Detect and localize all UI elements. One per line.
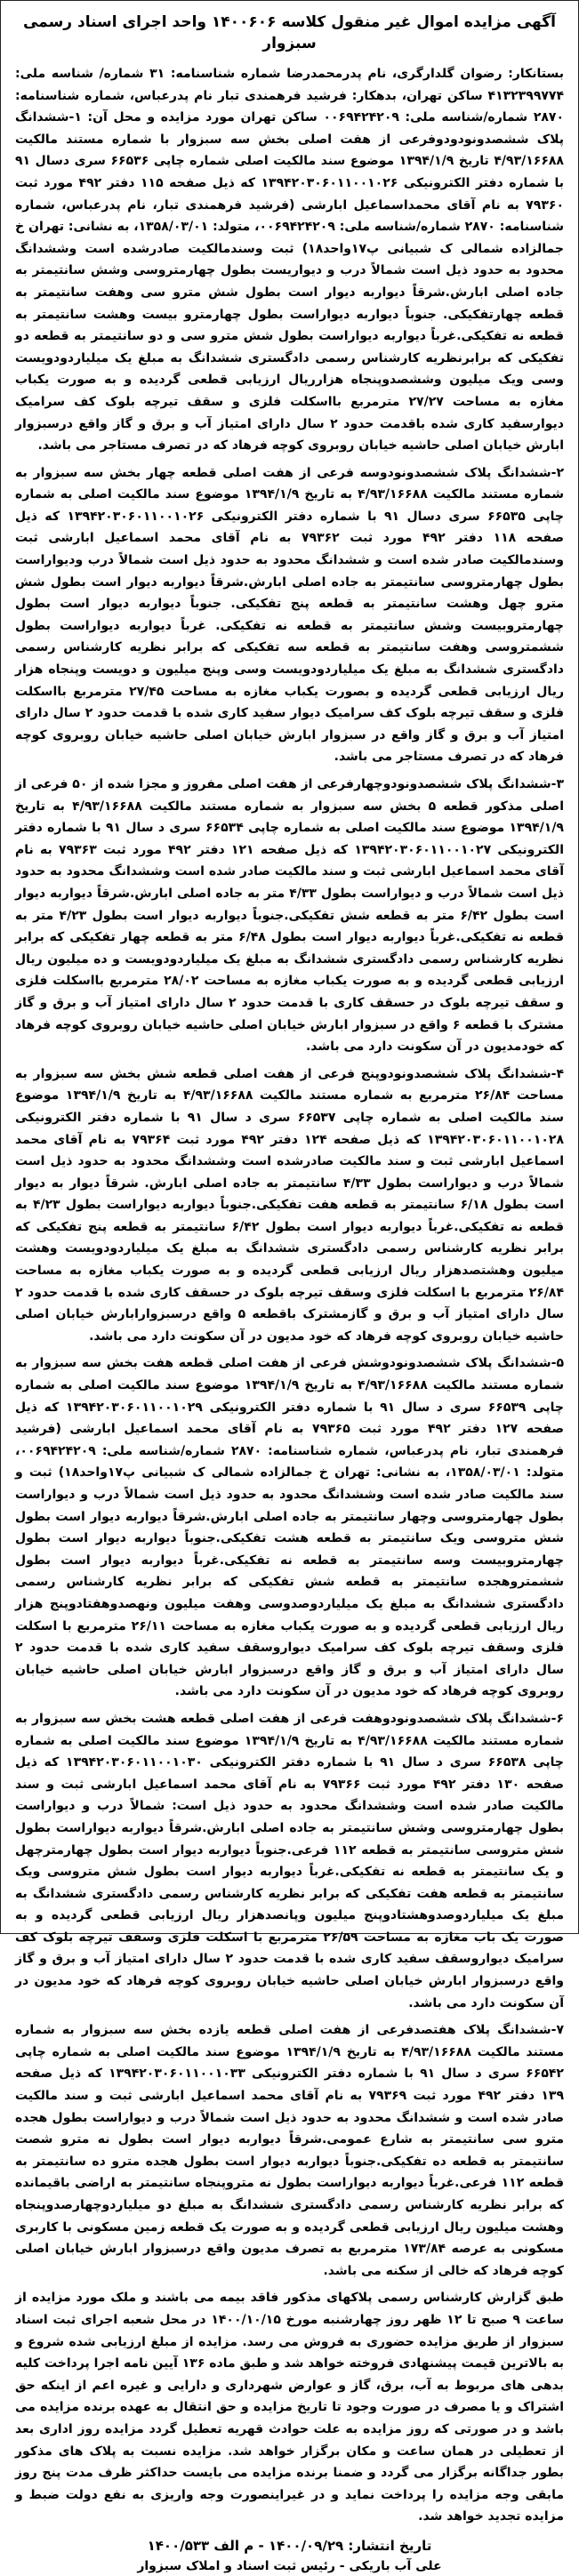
notice-paragraph: ۷-ششدانگ پلاک هفتصدفرعی از هفت اصلی قطعه یازده بخش سه سبزوار به شماره مستند مالکیت ۴/۹۳/۱۶۶۸۸ به تاریخ ۱۳۹۴/۱/۹ موضوع سند مالکیت اصلی به شماره چاپی ۶۶۵۴۲ سری د سال ۹۱ با شماره دفتر الکترونیکی ۱۳۹۴۲۰۳۰۶۰۱۱۰۰۱۰۳۳ که ذیل صفحه ۱۳۹ دفتر ۴۹۲ مورد ثبت ۷۹۳۶۹ به نام آقای محمد اسماعیل ابارشی ثبت و سند مالکیت صادر شده است و ششدانگ محدود به حدود ذیل است شمالاً درب و دیواراست بطول هجده مترو سی سانتیمتر به شارع عمومی.شرقاً دیواربه دیوار است بطول نه مترو شصت سانتیمتر به قطعه ده تفکیکی.جنوباً دیواربه دیوار است بطول هجده مترو ده سانتیمتر به قطعه ۱۱۲ فرعی.غرباً دیواربه دیواراست بطول نه متروپنجاه سانتیمتر به اراضی باقیمانده که برابر نظریه کارشناس رسمی دادگستری ششدانگ به مبلغ دو میلیاردوچهارصدوپنجاه وهشت میلیون ریال ارزیابی قطعی گردیده و به صورت یک قطعه زمین مسکونی با کاربری مسکونی به عرصه ۱۷۳/۸۴ مترمربع به تصرف مدیون واقع درسبزوار ابارش خیابان اصلی کوچه فرهاد که خالی از سکنه می باشد. [15, 2023, 565, 2278]
notice-paragraph: ۳-ششدانگ پلاک ششصدونودوچهارفرعی از هفت اصلی مفروز و مجزا شده از ۵۰ فرعی از اصلی مذکور قطعه ۵ بخش سه سبزوار به شماره مستند مالکیت ۴/۹۳/۱۶۶۸۸ به تاریخ ۱۳۹۴/۱/۹ موضوع سند مالکیت اصلی به شماره چاپی ۶۶۵۳۴ سری د سال ۹۱ با شماره دفتر الکترونیکی ۱۳۹۴۲۰۳۰۶۰۱۱۰۰۱۰۲۷ که ذیل صفحه ۱۲۱ دفتر ۴۹۲ مورد ثبت ۷۹۳۶۳ به نام آقای محمد اسماعیل ابارشی ثبت و سند مالکیت صادر شده است وششدانگ محدود به حدود ذیل است شمالاً درب و دیواراست بطول ۴/۳۳ متر به جاده اصلی ابارش.شرقاً دیواربه دیوار است بطول ۶/۴۲ متر به قطعه شش تفکیکی.جنوباً دیواربه دیوار است بطول ۴/۲۳ متر به قطعه نه تفکیکی.غرباً دیواربه دیوار است بطول ۶/۴۸ متر به قطعه چهار تفکیکی که برابر نظریه کارشناس رسمی دادگستری ششدانگ به مبلغ یک میلیاردودویست و ده میلیون ریال ارزیابی قطعی گردیده و به صورت یکباب مغازه به مساحت ۲۸/۰۲ مترمربع بااسکلت فلزی و سقف تیرچه بلوک در حسقف کاری با قدمت حدود ۲ سال دارای امتیاز آب و برق و گاز مشترک با قطعه ۶ واقع در سبزوار ابارش خیابان اصلی حاشیه خیابان روبروی کوچه فرهاد که خودمدیون در آن سکونت دارد می باشد. [15, 777, 565, 1055]
notice-body [15, 63, 564, 2528]
signature-line: علی آب باریکی - رئیس ثبت اسناد و املاک سبزوار [137, 2558, 442, 2573]
notice-paragraph: ۵-ششدانگ پلاک ششصدونودوشش فرعی از هفت اصلی قطعه هفت بخش سه سبزوار به شماره مستند مالکیت ۴/۹۳/۱۶۶۸۸ به تاریخ ۱۳۹۴/۱/۹ موضوع سند مالکیت اصلی به شماره چاپی ۶۶۵۳۹ سری د سال ۹۱ با شماره دفتر الکترونیکی ۱۳۹۴۲۰۳۰۶۰۱۱۰۰۱۰۲۹ که ذیل صفحه ۱۲۷ دفتر ۴۹۲ مورد ثبت ۷۹۳۶۵ به نام آقای محمد اسماعیل ابارشی (فرشید فرهمندی تبار، نام پدرعباس، شماره شناسنامه: ۲۸۷۰ شماره/شناسه ملی: ۰۰۶۹۴۲۴۲۰۹، متولد: ۱۳۵۸/۰۳/۰۱، به نشانی: تهران خ جمالزاده شمالی ک شبیانی پ۱۷واحد۱۸) ثبت و سند مالکیت صادر شده است وششدانگ محدود به حدود ذیل است شمالاً درب و دیواراست بطول چهارمتروسی وچهار سانتیمتر به جاده اصلی ابارش.شرقاً دیواربه دیوار است بطول شش متروسی ویک سانتیمتر به قطعه هشت تفکیکی.جنوباً دیواربه دیوار است بطول چهارمتروبیست وسه سانتیمتر به قطعه نه تفکیکی.غرباً دیواربه دیوار است بطول ششمتروهجده سانتیمتر به قطعه شش تفکیکی که برابر نظریه کارشناس رسمی دادگستری ششدانگ به مبلغ یک میلیاردوصدوسی وهفت میلیون ونهصدوهفتادوپنج هزار ریال ارزیابی قطعی گردیده و به صورت یکباب مغازه به مساحت ۲۶/۱۱ مترمربع با اسکلت فلزی وسقف تیرچه بلوک کف سرامیک دیواروسقف سفید کاری شده با قدمت حدود ۲ سال دارای امتیاز آب و برق و گاز واقع درسبزوار ابارش خیابان اصلی حاشیه خیابان روبروی کوچه فرهاد که خود مدیون در آن سکونت دارد می باشد. [15, 1356, 565, 1699]
notice-paragraph: بستانکار: رضوان گلدارگری، نام پدرمحمدرضا شماره شناسنامه: ۳۱ شماره/ شناسه ملی: ۴۱۳۲۳۹۹۷۷۴ ساکن تهران، بدهکار: فرشید فرهمندی تبار نام پدرعباس، شماره شناسنامه: ۲۸۷۰ شماره/شناسه ملی: ۰۰۶۹۴۲۴۲۰۹ ساکن تهران مورد مزایده و محل آن: ۱-ششدانگ پلاک ششصدونودودوفرعی از هفت اصلی بخش سه سبزوار با شماره مستند مالکیت ۴/۹۳/۱۶۶۸۸ تاریخ ۱۳۹۴/۱/۹ موضوع سند مالکیت اصلی شماره چاپی ۶۶۵۳۶ سری دسال ۹۱ با شماره دفتر الکترونیکی ۱۳۹۴۲۰۳۰۶۰۱۱۰۰۱۰۲۶ که ذیل صفحه ۱۱۵ دفتر ۴۹۲ مورد ثبت ۷۹۳۶۰ به نام آقای محمداسماعیل ابارشی (فرشید فرهمندی تبار، نام پدرعباس، شماره شناسنامه: ۲۸۷۰ شماره/شناسه ملی: ۰۰۶۹۴۲۴۲۰۹، متولد: ۱۳۵۸/۰۳/۰۱، به نشانی: تهران خ جمالزاده شمالی ک شبیانی پ۱۷واحد۱۸) ثبت وسندمالکیت صادرشده است وششدانگ محدود به حدود ذیل است شمالاً درب و دیواریست بطول چهارمتروسی وشش سانتیمتر به جاده اصلی ابارش.شرقاً دیواربه دیوار است بطول شش مترو سی وهفت سانتیمتر به قطعه چهارتفکیکی. جنوباً دیواربه دیواراست بطول چهارمترو بیست وهشت سانتیمتر به قطعه نه تفکیکی.غرباً دیواربه دیواراست بطول شش مترو سی و دو سانتیمتر به قطعه دو تفکیکی که برابرنظریه کارشناس رسمی دادگستری ششدانگ به مبلغ یک میلیاردودویست وسی ویک میلیون وششصدوپنجاه هزارریال ارزیابی قطعی گردیده و به صورت یکباب مغازه به مساحت ۲۷/۲۷ مترمربع بااسکلت فلزی و سقف تیرچه بلوک کف سرامیک دیوارسفید کاری شده باقدمت حدود ۲ سال دارای امتیاز آب و برق و گاز واقع درسبزوار ابارش خیابان اصلی حاشیه خیابان روبروی کوچه فرهاد که در تصرف مستاجر می باشد. [15, 67, 565, 453]
notice-paragraph: طبق گزارش کارشناس رسمی پلاکهای مذکور فاقد بیمه می باشند و ملک مورد مزایده از ساعت ۹ صبح تا ۱۲ ظهر روز چهارشنبه مورخ ۱۴۰۰/۱۰/۱۵ در محل شعبه اجرای ثبت اسناد سبزوار از طریق مزایده حضوری به فروش می رسد. مزایده از مبلغ ارزیابی شده شروع و به بالاترین قیمت پیشنهادی فروخته خواهد شد و طبق ماده ۱۳۶ آیین نامه اجرا پرداخت کلیه بدهی های مربوط به آب، برق، گاز و عوارض شهرداری و دارایی و غیره اعم از اینکه حق اشتراک و یا مصرف در صورت وجود تا تاریخ مزایده و حق انتقال به عهده برنده مزایده می باشد و در صورتی که روز مزایده به علت حوادث قهریه تعطیل گردد مزایده روز اداری بعد از تعطیلی در همان ساعت و مکان برگزار خواهد شد. مزایده نسبت به پلاک های مذکور بطور جداگانه برگزار می گردد و ضمنا برنده مزایده می بایست حداکثر ظرف مدت پنج روز مابقی وجه مزایده را پرداخت نماید و در غیراینصورت وجه واریزی به نفع دولت ضبط و مزایده تجدید خواهد شد. [15, 2291, 564, 2524]
notice-title: آگهی مزایده اموال غیر منقول کلاسه ۱۴۰۰۶۰۶ واحد اجرای اسناد رسمی سبزوار [22, 13, 556, 52]
notice-paragraph: ۲-ششدانگ پلاک ششصدونودوسه فرعی از هفت اصلی قطعه چهار بخش سه سبزوار به شماره مستند مالکیت ۴/۹۳/۱۶۶۸۸ به تاریخ ۱۳۹۴/۱/۹ موضوع سند مالکیت اصلی به شماره چاپی ۶۶۵۳۵ سری دسال ۹۱ با شماره دفتر الکترونیکی ۱۳۹۴۲۰۳۰۶۰۱۱۰۰۱۰۲۶ که ذیل صفحه ۱۱۸ دفتر ۴۹۲ مورد ثبت ۷۹۳۶۲ به نام آقای محمد اسماعیل ابارشی ثبت وسندمالکیت صادر شده است و ششدانگ محدود به حدود ذیل است شمالاً درب ودیواراست بطول چهارمتروسی سانتیمتر به جاده اصلی ابارش.شرقاً دیواربه دیوار است بطول شش مترو چهل وهشت سانتیمتر به قطعه پنج تفکیکی. جنوباً دیواربه دیوار است بطول چهارمتروبیست وشش سانتیمتر به قطعه نه تفکیکی. غرباً دیواربه دیواراست بطول ششمتروسی وهفت سانتیمتر به قطعه سه تفکیکی که برابر نظریه کارشناس رسمی دادگستری ششدانگ به مبلغ یک میلیاردودویست وسی وپنج میلیون و دویست وپنجاه هزار ریال ارزیابی قطعی گردیده و بصورت یکباب مغازه به مساحت ۲۷/۴۵ مترمربع بااسکلت فلزی و سقف تیرچه بلوک کف سرامیک دیوار سفید کاری شده با قدمت حدود ۲ سال دارای امتیاز آب و برق و گاز واقع در سبزوار ابارش خیابان اصلی حاشیه خیابان روبروی کوچه فرهاد که در تصرف مستاجر می باشد. [15, 465, 565, 765]
publication-footer: تاریخ انتشار: ۱۴۰۰/۰۹/۲۹ - م الف ۱۴۰۰/۵۳۳ [147, 2537, 432, 2554]
notice-paragraph: ۶-ششدانگ پلاک ششصدونودوهفت فرعی از هفت اصلی قطعه هشت بخش سه سبزوار به شماره مستند مالکیت ۴/۹۳/۱۶۶۸۸ به تاریخ ۱۳۹۴/۱/۹ موضوع سند مالکیت اصلی به شماره چاپی ۶۶۵۳۸ سری د سال ۹۱ با شماره دفتر الکترونیکی ۱۳۹۴۲۰۳۰۶۰۱۱۰۰۱۰۳۰ که ذیل صفحه ۱۳۰ دفتر ۴۹۲ مورد ثبت ۷۹۳۶۶ به نام آقای محمد اسماعیل ابارشی ثبت و سند مالکیت صادر شده است وششدانگ محدود به حدود ذیل است: شمالاً درب و دیواراست بطول چهارمتروسی وشش سانتیمتر به جاده اصلی ابارش.شرقاً دیواربه دیواراست بطول شش متروسی سانتیمتر به قطعه ۱۱۲ فرعی.جنوباً دیواربه دیوار است بطول چهارمترچهل و یک سانتیمتر به قطعه نه تفکیکی.غرباً دیواربه دیوار است بطول شش متروسی ویک سانتیمتر به قطعه هفت تفکیکی که برابر نظریه کارشناس رسمی دادگستری ششدانگ به مبلغ یک میلیاردوصدوهشتادوپنج میلیون وپانصدهزار ریال ارزیابی قطعی گردیده و به صورت یک باب مغازه به مساحت ۲۶/۵۹ مترمربع با اسکلت فلزی وسقف تیرچه بلوک کف سرامیک دیواروسقف سفید کاری شده با قدمت حدود ۲ سال دارای امتیاز آب و برق و گاز واقع درسبزوار ابارش خیابان اصلی حاشیه خیابان روبروی کوچه فرهاد که خود مدیون در آن سکونت دارد می باشد. [15, 1711, 564, 2010]
notice-paragraph: ۴-ششدانگ پلاک ششصدونودوپنج فرعی از هفت اصلی قطعه شش بخش سه سبزوار به مساحت ۲۶/۸۴ مترمربع به شماره مستند مالکیت ۴/۹۳/۱۶۶۸۸ به تاریخ ۱۳۹۴/۱/۹ موضوع سند مالکیت اصلی به شماره چاپی ۶۶۵۳۷ سری د سال ۹۱ با شماره دفتر الکترونیکی ۱۳۹۴۲۰۳۰۶۰۱۱۰۰۱۰۲۸ که ذیل صفحه ۱۲۴ دفتر ۴۹۲ مورد ثبت ۷۹۳۶۴ به نام آقای محمد اسماعیل ابارشی ثبت و سند مالکیت صادرشده است وششدانگ محدود به حدود ذیل است شمالاً درب و دیواراست بطول ۴/۳۳ سانتیمتر به جاده اصلی ابارش. شرقاً دیوار به دیوار است بطول ۶/۱۸ سانتیمتر به قطعه هفت تفکیکی.جنوباً دیواربه دیواراست بطول ۴/۲۳ به قطعه نه تفکیکی.غرباً دیواربه دیوار است بطول ۶/۴۲ سانتیمتر به قطعه پنج تفکیکی که برابر نظریه کارشناس رسمی دادگستری ششدانگ به مبلغ یک میلیاردودویست وهشت میلیون وهشتصدهزار ریال ارزیابی قطعی گردیده و به صورت یکباب مغازه به مساحت ۲۶/۸۴ مترمربع با اسکلت فلزی وسقف تیرچه بلوک در حسقف کاری شده با قدمت حدود ۲ سال دارای امتیاز آب و برق و گازمشترک باقطعه ۵ واقع درسبزوارابارش خیابان اصلی حاشیه خیابان روبروی کوچه فرهاد که خود مدیون در آن سکونت دارد می باشد. [15, 1066, 565, 1344]
